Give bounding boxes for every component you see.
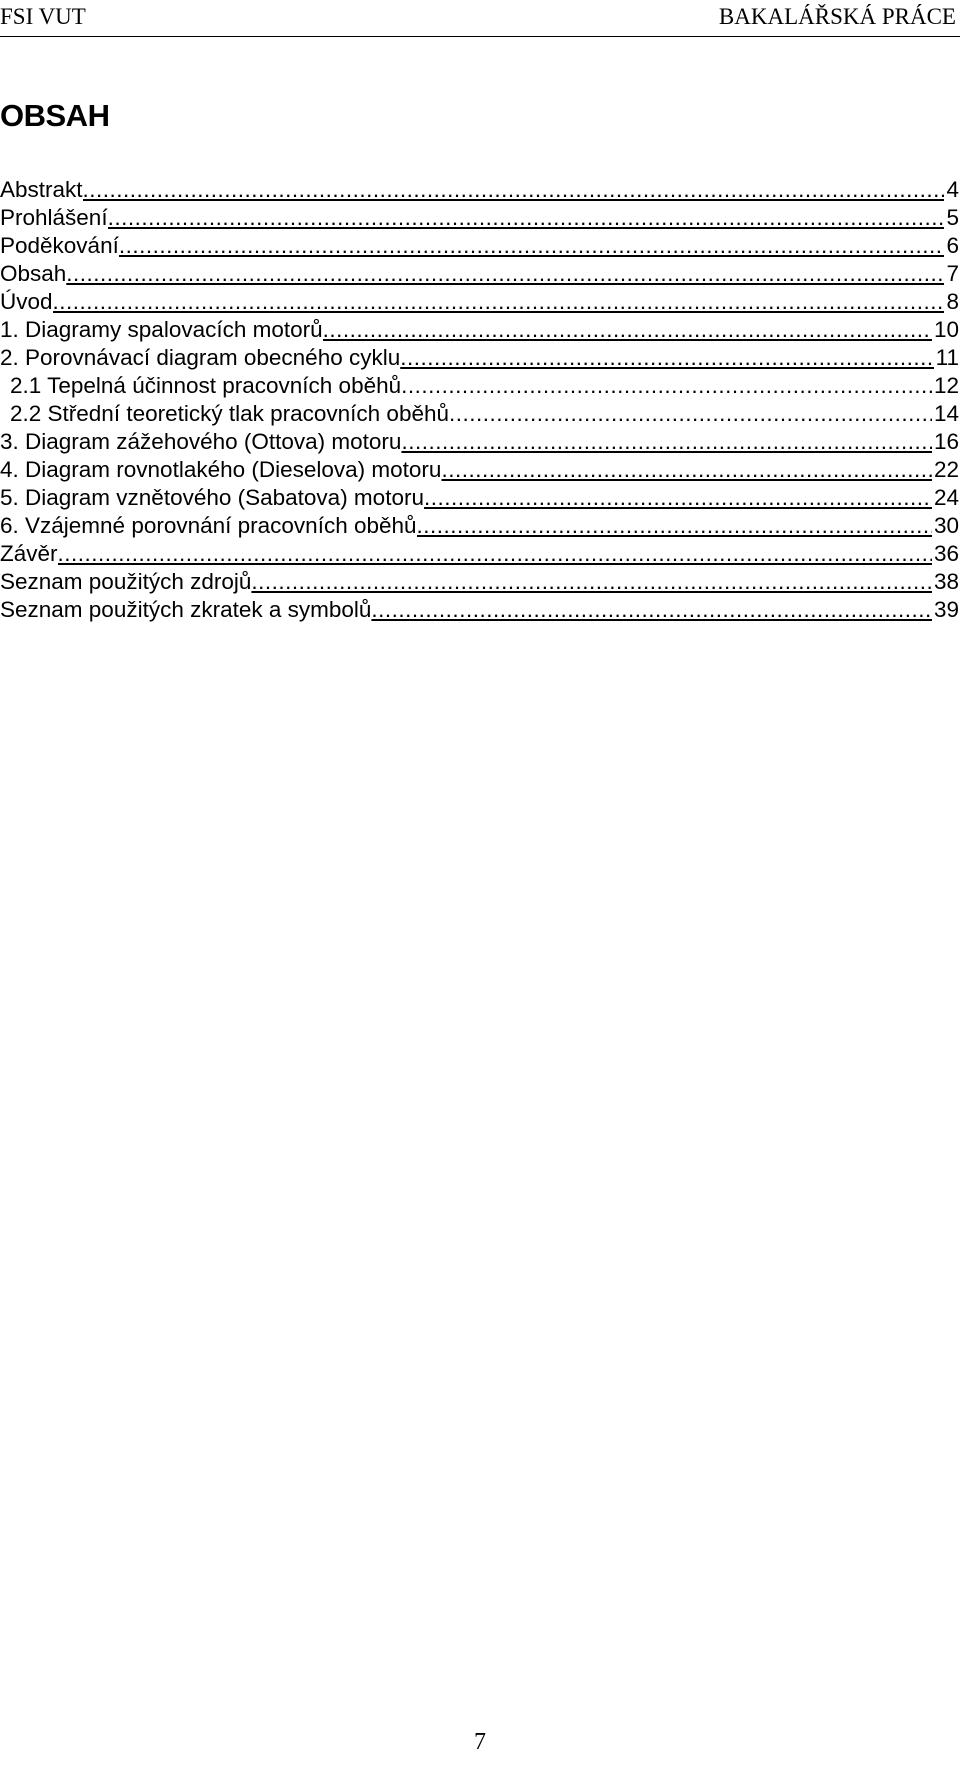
toc-dot-leader [400, 344, 933, 372]
table-of-contents [0, 176, 959, 624]
toc-entry-page: 22 [933, 457, 959, 482]
toc-dot-leader [449, 400, 932, 428]
toc-entry-seznam-zkratek[interactable] [0, 596, 959, 624]
toc-entry-page: 38 [933, 569, 959, 594]
toc-entry-seznam-zdroju[interactable] [0, 568, 959, 596]
toc-dot-leader [108, 204, 945, 232]
toc-entry-label: 2.1 Tepelná účinnost pracovních oběhů [10, 373, 402, 398]
toc-dot-leader [424, 484, 932, 512]
toc-dot-leader [371, 596, 932, 624]
toc-entry-page: 5 [946, 205, 959, 230]
toc-entry-label: 1. Diagramy spalovacích motorů [0, 317, 323, 342]
toc-entry-label: Seznam použitých zkratek a symbolů [0, 597, 372, 622]
toc-entry-chapter-3[interactable] [0, 428, 959, 456]
toc-entry-label: Abstrakt [0, 177, 83, 202]
header-institution: FSI VUT [0, 4, 86, 29]
toc-entry-page: 14 [933, 401, 959, 426]
toc-dot-leader [58, 540, 932, 568]
toc-entry-page: 30 [933, 513, 959, 538]
toc-dot-leader [53, 288, 945, 316]
toc-dot-leader [66, 260, 944, 288]
page-number: 7 [474, 1729, 486, 1755]
toc-entry-page: 11 [935, 345, 959, 370]
toc-entry-label: 4. Diagram rovnotlakého (Dieselova) motoru [0, 457, 442, 482]
toc-dot-leader [401, 428, 932, 456]
toc-entry-label: Závěr [0, 541, 58, 566]
toc-entry-page: 4 [946, 177, 959, 202]
toc-entry-label: Prohlášení [0, 205, 108, 230]
toc-entry-label: 5. Diagram vznětového (Sabatova) motoru [0, 485, 424, 510]
toc-entry-abstrakt[interactable] [0, 176, 959, 204]
toc-entry-chapter-4[interactable] [0, 456, 959, 484]
toc-entry-page: 39 [933, 597, 959, 622]
toc-entry-uvod[interactable] [0, 288, 959, 316]
toc-dot-leader [251, 568, 932, 596]
toc-entry-page: 24 [933, 485, 959, 510]
toc-entry-podekovani[interactable] [0, 232, 959, 260]
toc-entry-label: Poděkování [0, 233, 119, 258]
toc-title: OBSAH [0, 98, 110, 133]
toc-entry-chapter-2[interactable] [0, 344, 959, 372]
toc-entry-chapter-1[interactable] [0, 316, 959, 344]
toc-dot-leader [441, 456, 932, 484]
toc-dot-leader [401, 372, 932, 400]
toc-entry-chapter-5[interactable] [0, 484, 959, 512]
toc-entry-chapter-6[interactable] [0, 512, 959, 540]
toc-entry-page: 10 [933, 317, 959, 342]
toc-dot-leader [83, 176, 945, 204]
toc-entry-section-2-2[interactable] [0, 400, 959, 428]
toc-entry-page: 7 [946, 261, 959, 286]
toc-entry-page: 36 [933, 541, 959, 566]
toc-entry-zaver[interactable] [0, 540, 959, 568]
toc-entry-label: 2. Porovnávací diagram obecného cyklu [0, 345, 401, 370]
toc-entry-label: 3. Diagram zážehového (Ottova) motoru [0, 429, 402, 454]
toc-entry-page: 12 [933, 373, 959, 398]
toc-entry-prohlaseni[interactable] [0, 204, 959, 232]
toc-dot-leader [119, 232, 945, 260]
toc-dot-leader [417, 512, 932, 540]
toc-entry-label: 2.2 Střední teoretický tlak pracovních oběhů [10, 401, 450, 426]
toc-entry-label: Seznam použitých zdrojů [0, 569, 252, 594]
toc-entry-label: Obsah [0, 261, 67, 286]
toc-entry-page: 6 [946, 233, 959, 258]
toc-entry-page: 8 [946, 289, 959, 314]
toc-entry-label: 6. Vzájemné porovnání pracovních oběhů [0, 513, 417, 538]
header-document-type: BAKALÁŘSKÁ PRÁCE [718, 4, 956, 29]
toc-entry-page: 16 [933, 429, 959, 454]
page-header [0, 2, 960, 37]
toc-entry-section-2-1[interactable] [0, 372, 959, 400]
toc-dot-leader [323, 316, 932, 344]
toc-entry-label: Úvod [0, 289, 53, 314]
toc-entry-obsah[interactable] [0, 260, 959, 288]
